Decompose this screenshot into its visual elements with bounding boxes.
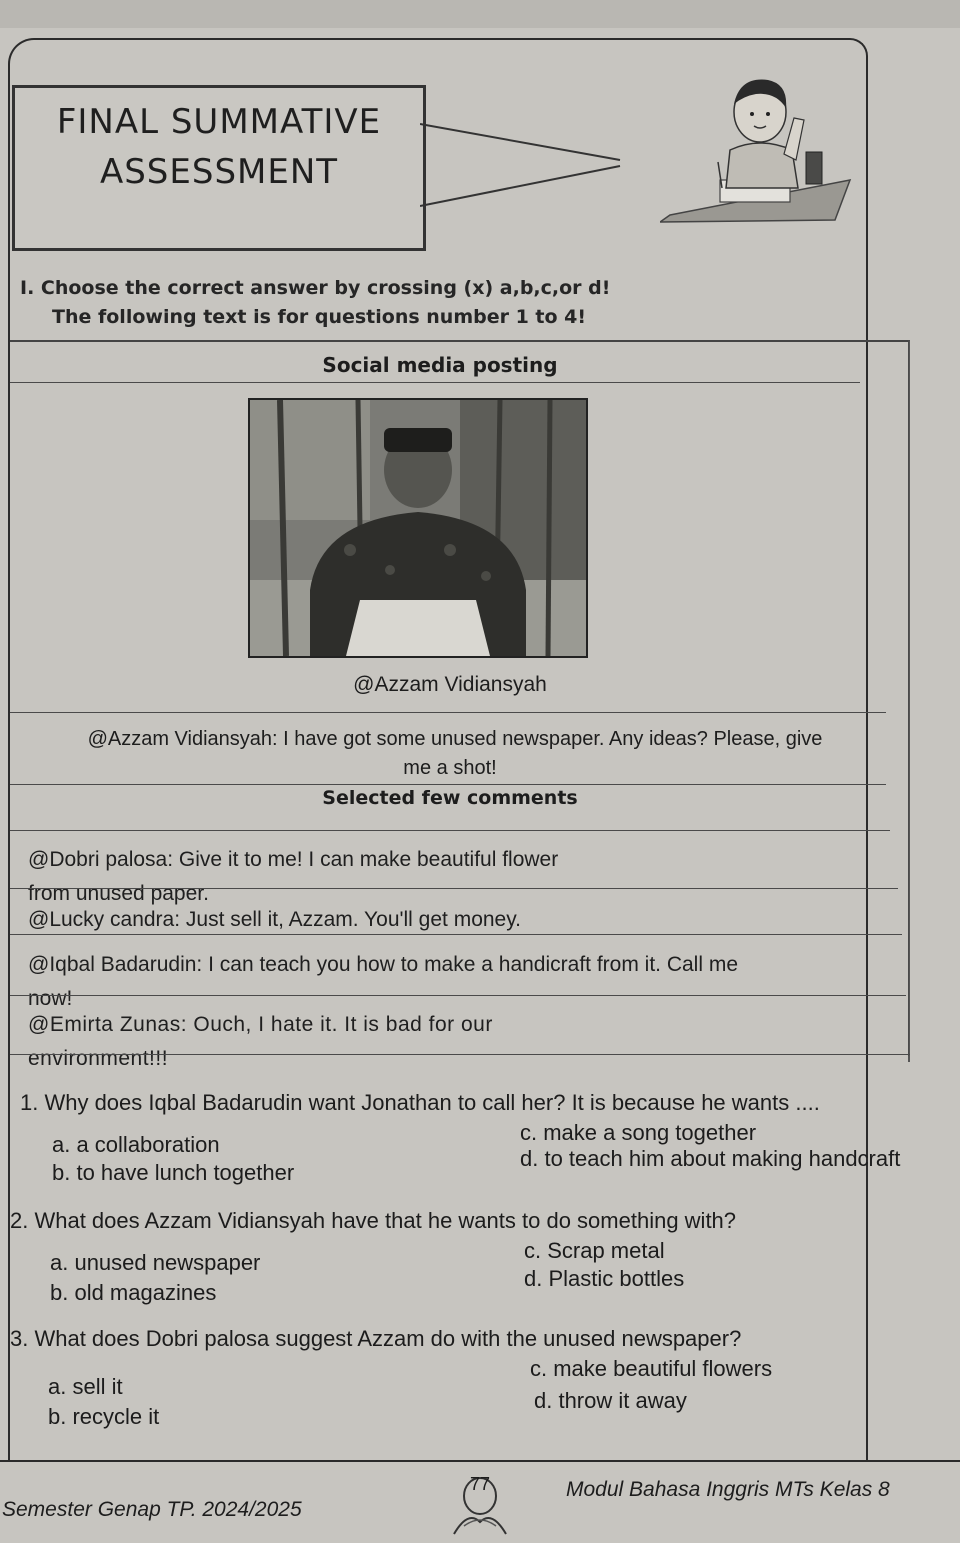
divider <box>10 712 886 713</box>
question-2-option-a[interactable]: a. unused newspaper <box>50 1250 261 1275</box>
comment-3-line1: @Iqbal Badarudin: I can teach you how to make a handicraft from it. Call me <box>28 953 739 976</box>
callout-pointer <box>420 88 640 218</box>
divider <box>10 784 886 785</box>
comment-4-line2: environment!!! <box>28 1047 169 1070</box>
question-1-option-d[interactable]: d. to teach him about making handcraft <box>520 1146 901 1171</box>
comment-3-line2: now! <box>28 987 73 1010</box>
post-message-line1: @Azzam Vidiansyah: I have got some unused newspaper. Any ideas? Please, give <box>87 728 823 750</box>
instruction-sub: The following text is for questions number 1 to 4! <box>52 306 587 328</box>
post-box-right-edge <box>908 340 909 1056</box>
divider <box>10 382 860 383</box>
footer-divider <box>0 1460 960 1462</box>
question-2: 2. What does Azzam Vidiansyah have that he wants to do something with? <box>10 1208 737 1233</box>
question-1-option-a[interactable]: a. a collaboration <box>52 1132 220 1157</box>
comment-2 <box>28 903 521 937</box>
question-3: 3. What does Dobri palosa suggest Azzam do with the unused newspaper? <box>10 1326 742 1351</box>
question-3-option-b[interactable]: b. recycle it <box>48 1404 160 1429</box>
post-heading: Social media posting <box>322 353 558 377</box>
divider <box>10 830 890 831</box>
question-2-option-c[interactable]: c. Scrap metal <box>524 1238 665 1263</box>
post-username: @Azzam Vidiansyah <box>353 673 547 696</box>
question-1-option-b[interactable]: b. to have lunch together <box>52 1160 295 1185</box>
question-3-option-c[interactable]: c. make beautiful flowers <box>530 1356 773 1381</box>
footer-semester: Semester Genap TP. 2024/2025 <box>2 1498 302 1521</box>
divider <box>10 934 902 935</box>
comment-1 <box>28 843 558 911</box>
question-2-option-b[interactable]: b. old magazines <box>50 1280 217 1305</box>
question-1: 1. Why does Iqbal Badarudin want Jonathan to call her? It is because he wants .... <box>20 1090 820 1115</box>
comments-heading: Selected few comments <box>322 787 578 809</box>
profile-photo <box>248 398 588 658</box>
page-number: 77 <box>469 1474 491 1494</box>
divider <box>10 888 898 889</box>
instruction-main: I. Choose the correct answer by crossing (x) a,b,c,or d! <box>20 277 611 299</box>
comment-2-line1: @Lucky candra: Just sell it, Azzam. You'll get money. <box>28 908 522 931</box>
comment-3 <box>28 948 858 1016</box>
comment-1-line2: from unused paper. <box>28 882 209 905</box>
comment-4 <box>28 1008 493 1076</box>
question-3-option-d[interactable]: d. throw it away <box>534 1388 687 1413</box>
title-line-1: FINAL SUMMATIVE <box>56 102 382 142</box>
comment-4-line1: @Emirta Zunas: Ouch, I hate it. It is bad for our <box>28 1013 493 1036</box>
divider <box>10 1054 910 1055</box>
question-2-option-d[interactable]: d. Plastic bottles <box>524 1266 685 1291</box>
divider <box>10 995 906 996</box>
student-illustration <box>660 70 860 230</box>
question-1-option-c[interactable]: c. make a song together <box>520 1120 757 1145</box>
title-box <box>12 85 426 251</box>
question-3-option-a[interactable]: a. sell it <box>48 1374 123 1399</box>
footer-module-title: Modul Bahasa Inggris MTs Kelas 8 <box>566 1478 890 1501</box>
title-line-2: ASSESSMENT <box>99 152 339 192</box>
post-message-line2: me a shot! <box>403 757 497 779</box>
comment-1-line1: @Dobri palosa: Give it to me! I can make beautiful flower <box>28 848 559 871</box>
